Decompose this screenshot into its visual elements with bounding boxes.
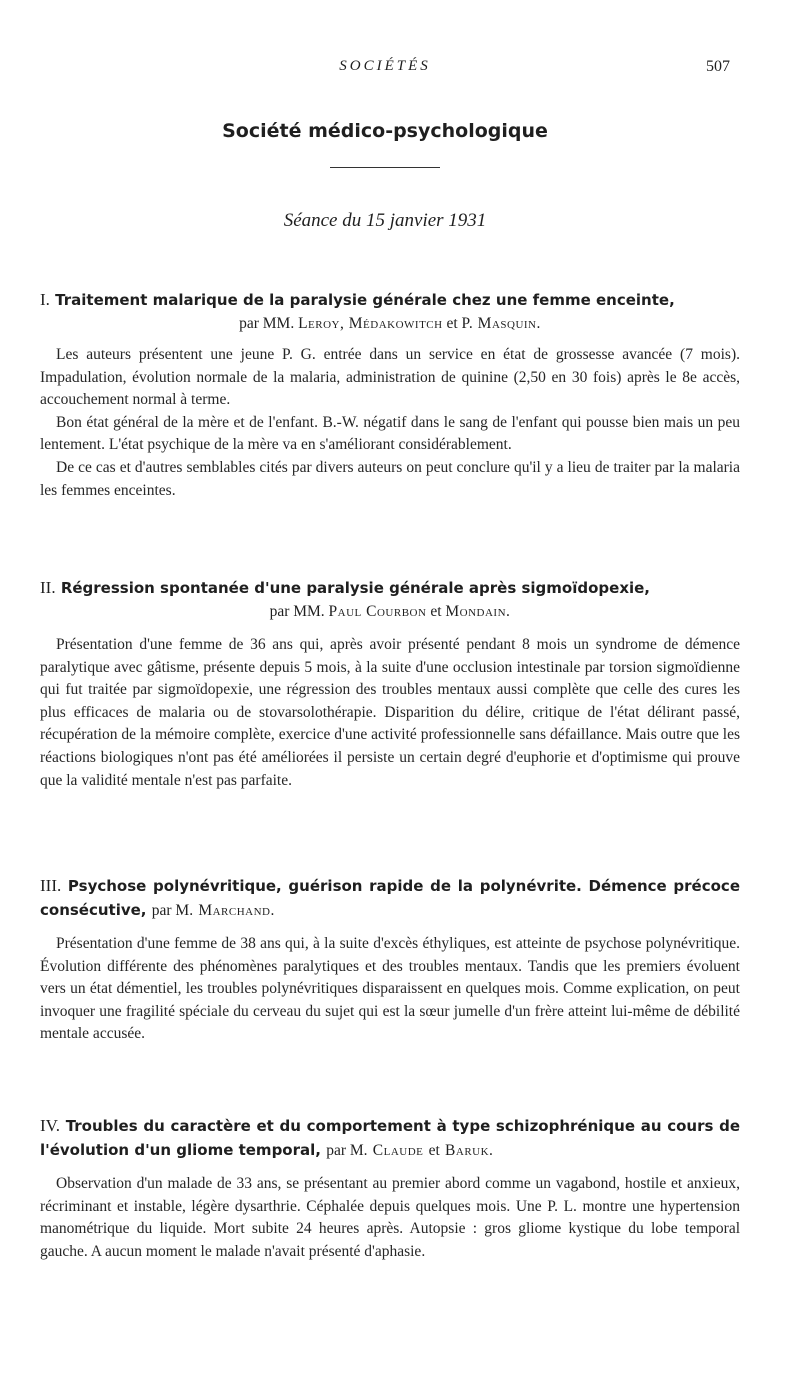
section-title: Régression spontanée d'une paralysie générale après sigmoïdopexie, [60, 579, 651, 597]
page-number: 507 [706, 58, 730, 75]
byline-and: et [430, 603, 442, 620]
byline-prefix: par MM. [269, 603, 325, 620]
section-number: III. [40, 876, 62, 895]
byline-authors-last: Marchand. [198, 902, 275, 919]
byline-prefix: par M. [151, 902, 194, 919]
section-heading [40, 1114, 740, 1163]
section-byline [40, 312, 740, 336]
byline-authors: Claude [372, 1142, 424, 1159]
section-heading [40, 576, 740, 600]
section-number: IV. [40, 1116, 60, 1135]
byline-authors-last: Mondain. [445, 603, 511, 620]
byline-authors-last: Baruk. [445, 1142, 494, 1159]
running-head [0, 58, 800, 80]
section-4 [40, 1114, 740, 1263]
byline-authors-last: P. Masquin. [461, 315, 541, 332]
paragraph: De ce cas et d'autres semblables cités par divers auteurs on peut conclure qu'il y a lieu de traiter par la malaria les femmes enceintes. [40, 458, 740, 499]
byline-authors: Leroy, Médakowitch [298, 315, 443, 332]
seance-date: Séance du 15 janvier 1931 [283, 210, 487, 231]
paragraph: Les auteurs présentent une jeune P. G. entrée dans un service en état de grossesse avancée (7 mois). Impadulation, évolution normale de la malaria, administration de quinine (2,50 en 30 fois) après le 8e accès, accouchement normal à terme. [40, 346, 740, 409]
paragraph: Présentation d'une femme de 38 ans qui, à la suite d'excès éthyliques, est atteinte de psychose polynévritique. Évolution différente des phénomènes paralytiques et des troubles mentaux. Tandis que les premiers évoluent vers un état démentiel, les troubles polynévritiques disparaissent en quelques mois. Comme explication, on peut invoquer une fragilité spéciale du cerveau du sujet qui est la sœur jumelle d'un frère atteint lui-même de débilité mentale accusée. [40, 935, 740, 1043]
section-number: I. [40, 290, 50, 309]
paragraph: Bon état général de la mère et de l'enfant. B.-W. négatif dans le sang de l'enfant qui pousse bien mais un peu lentement. L'état psychique de la mère va en s'améliorant considérablement. [40, 413, 740, 454]
byline-authors: Paul Courbon [328, 603, 427, 620]
section-title: Traitement malarique de la paralysie générale chez une femme enceinte, [55, 291, 675, 309]
byline-and: et [428, 1142, 440, 1159]
section-1 [40, 288, 740, 502]
section-title: Troubles du caractère et du comportement à type schizophrénique au cours de l'évolution d'un gliome temporal, [40, 1117, 740, 1159]
section-byline [40, 600, 740, 624]
byline-prefix: par M. [326, 1142, 368, 1159]
running-title: SOCIÉTÉS [339, 58, 431, 74]
section-heading [40, 874, 740, 923]
section-title: Psychose polynévritique, guérison rapide de la polynévrite. Démence précoce consécutive, [40, 877, 740, 919]
title-rule [330, 167, 440, 168]
section-heading [40, 288, 740, 312]
section-2 [40, 576, 740, 792]
paragraph: Présentation d'une femme de 36 ans qui, après avoir présenté pendant 8 mois un syndrome de démence paralytique avec gâtisme, présente depuis 5 mois, à la suite d'une occlusion intestinale par torsion sigmoïdienne qui fut traitée par sigmoïdopexie, une régression des troubles mentaux aussi complète que celle des cures les plus efficaces de malaria ou de stovarsolothérapie. Disparition du délire, critique de l'état délirant passé, récupération de la mémoire complète, exercice d'une activité professionnelle sans défaillance. Mais outre que les réactions biologiques n'ont pas été améliorées il persiste un certain degré d'euphorie et d'optimisme qui prouve que la validité mentale n'est pas parfaite. [40, 636, 740, 789]
section-3 [40, 874, 740, 1046]
section-number: II. [40, 578, 56, 597]
paragraph: Observation d'un malade de 33 ans, se présentant au premier abord comme un vagabond, hostile et anxieux, récriminant et instable, légère dysarthrie. Céphalée depuis quelques mois. Une P. L. montre une hypertension manométrique du liquide. Mort subite 24 heures après. Autopsie : gros gliome kystique du lobe temporal gauche. A aucun moment le malade n'avait présenté d'aphasie. [40, 1175, 740, 1260]
byline-and: et [446, 315, 458, 332]
society-title: Société médico-psychologique [222, 120, 548, 142]
byline-prefix: par MM. [239, 315, 295, 332]
